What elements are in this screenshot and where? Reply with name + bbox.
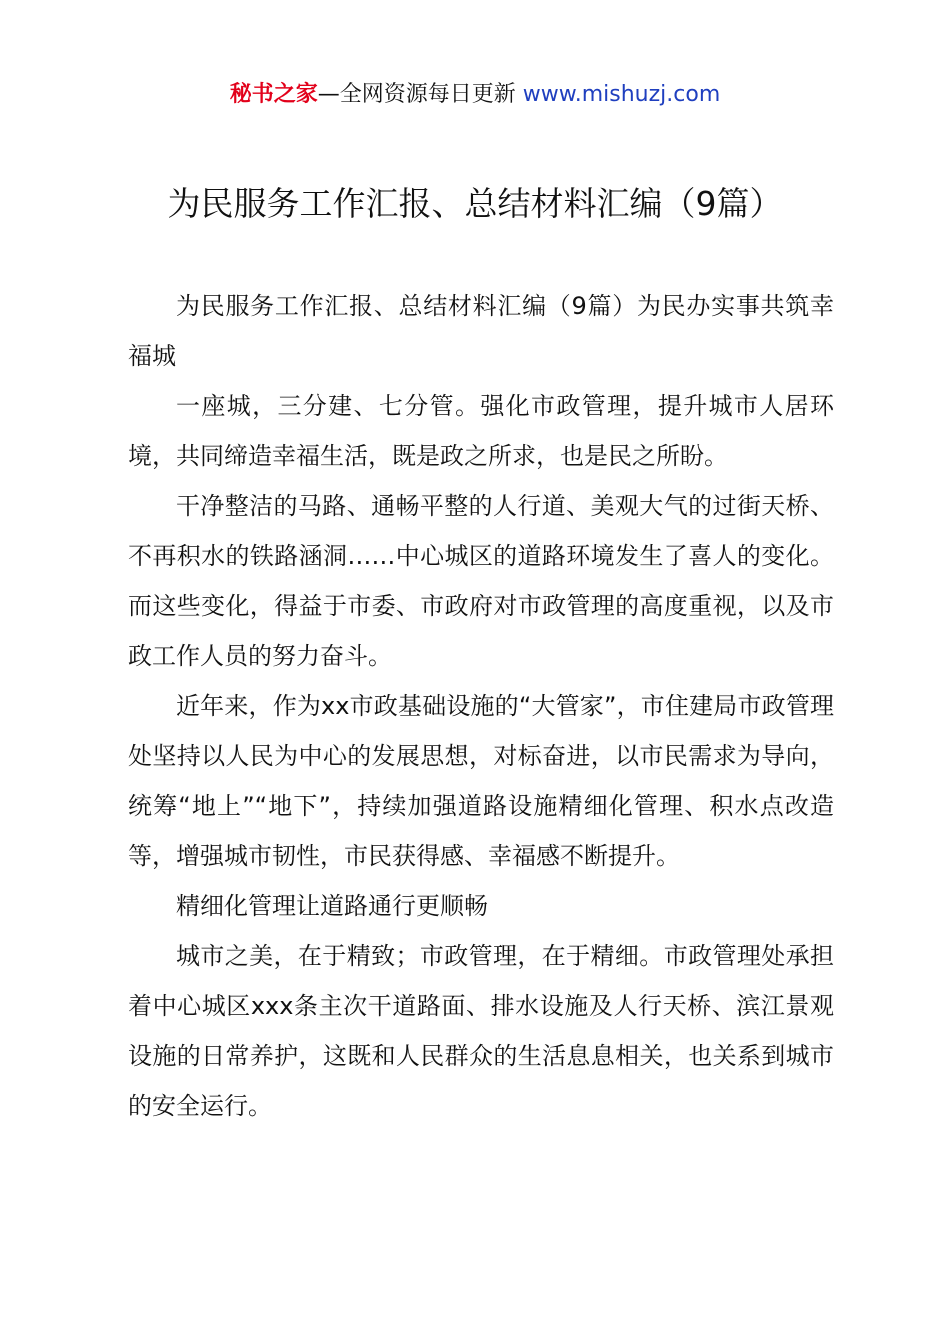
- document-title: 为民服务工作汇报、总结材料汇编（9篇）: [167, 184, 783, 223]
- site-url-link[interactable]: www.mishuzj.com: [522, 82, 721, 107]
- paragraph: 近年来，作为xx市政基础设施的“大管家”，市住建局市政管理处坚持以人民为中心的发展思想，对标奋进，以市民需求为导向，统筹“地上”“地下”，持续加强道路设施精细化管理、积水点改造等，增强城市韧性，市民获得感、幸福感不断提升。: [128, 692, 834, 870]
- paragraph-subtitle: 为民服务工作汇报、总结材料汇编（9篇）为民办实事共筑幸福城: [128, 292, 834, 370]
- site-brand: 秘书之家: [229, 82, 318, 107]
- document-body: [128, 281, 834, 1131]
- paragraph: 干净整洁的马路、通畅平整的人行道、美观大气的过街天桥、不再积水的铁路涵洞……中心城区的道路环境发生了喜人的变化。而这些变化，得益于市委、市政府对市政管理的高度重视，以及市政工作人员的努力奋斗。: [128, 492, 834, 670]
- paragraph: 城市之美，在于精致；市政管理，在于精细。市政管理处承担着中心城区xxx条主次干道路面、排水设施及人行天桥、滨江景观设施的日常养护，这既和人民群众的生活息息相关，也关系到城市的安全运行。: [128, 942, 834, 1120]
- paragraph: 一座城，三分建、七分管。强化市政管理，提升城市人居环境，共同缔造幸福生活，既是政之所求，也是民之所盼。: [128, 392, 834, 470]
- section-heading: 精细化管理让道路通行更顺畅: [176, 892, 488, 920]
- site-tagline: —全网资源每日更新: [317, 82, 523, 107]
- site-header: [0, 80, 950, 110]
